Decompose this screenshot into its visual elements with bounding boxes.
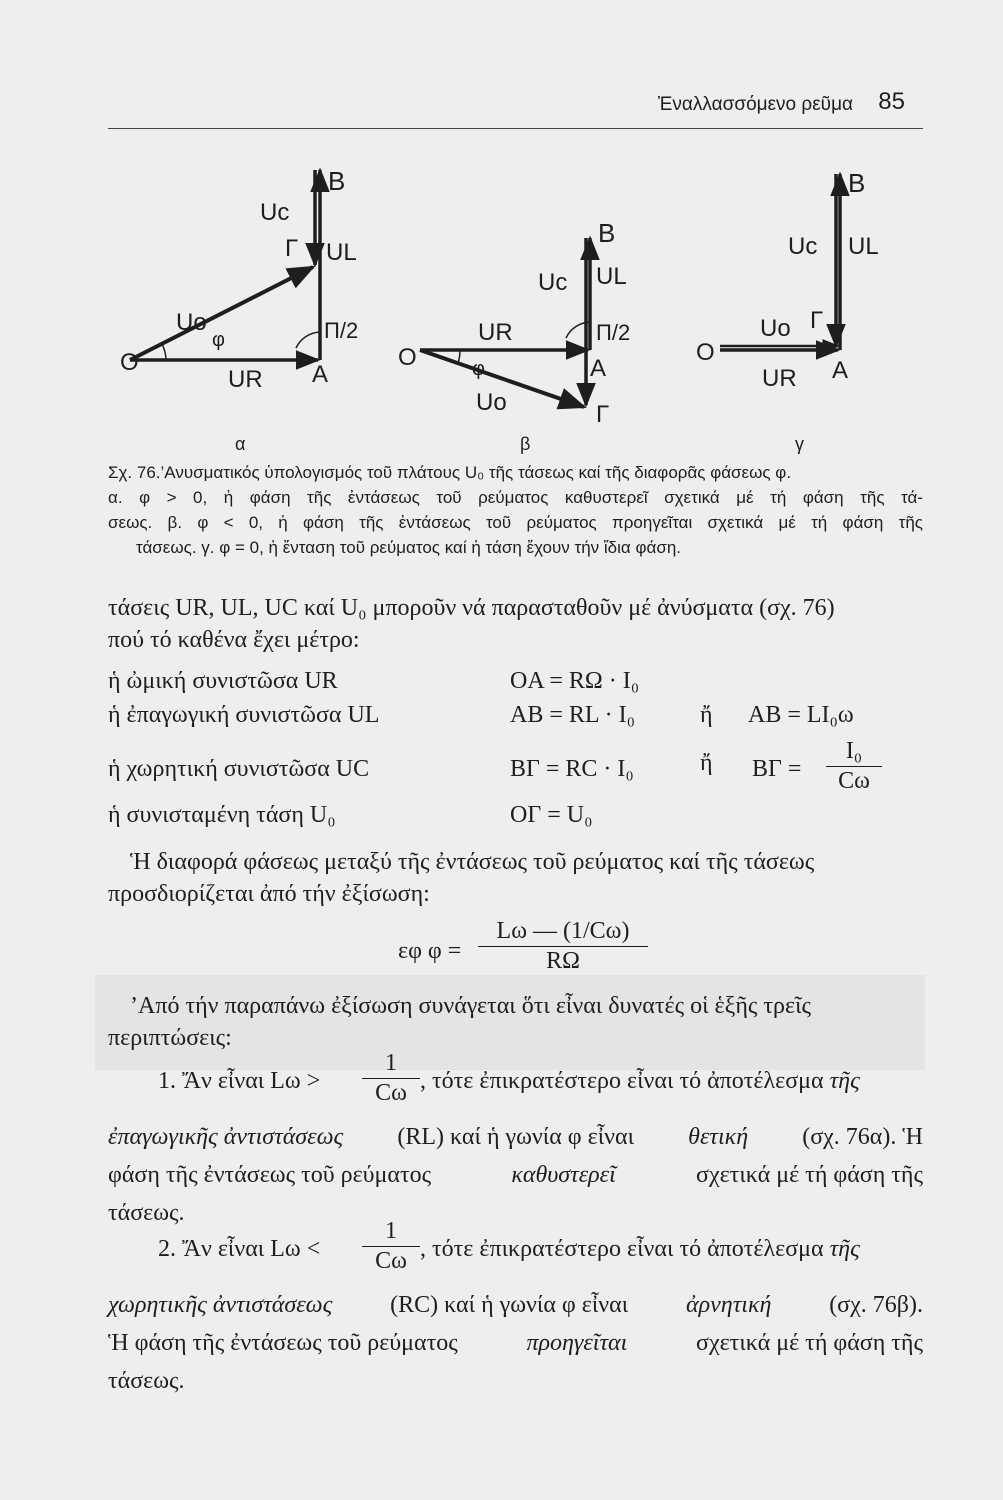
beta-label-Gamma: Γ	[596, 401, 610, 428]
case1-prefix: 1. Ἄν εἶναι Lω >	[158, 1068, 321, 1094]
component-ohmic-eq: OA = RΩ · I₀	[510, 668, 640, 694]
case2-suffix	[420, 1236, 860, 1263]
case2-ref: (σχ. 76β).	[829, 1292, 923, 1318]
gamma-caption-letter: γ	[795, 434, 804, 454]
component-resultant-eq: OΓ = U₀	[510, 802, 593, 828]
alpha-label-Gamma: Γ	[285, 235, 299, 262]
case1-verb: καθυστερεῖ	[511, 1162, 616, 1188]
component-inductive-eq: AB = RL · I₀	[510, 702, 636, 728]
alpha-label-UL: UL	[326, 239, 357, 266]
fraction-numerator: I₀	[826, 738, 882, 767]
fraction-denominator: Cω	[375, 1248, 407, 1274]
case2-suffix-italic: τῆς	[829, 1236, 860, 1262]
gamma-label-Uo: Uo	[760, 315, 791, 342]
case1-text: (RL) καί ἡ γωνία φ εἶναι	[397, 1124, 635, 1150]
case1-suffix-italic: τῆς	[829, 1068, 860, 1094]
beta-label-pi2: Π/2	[596, 320, 631, 345]
fraction-denominator: Cω	[838, 768, 870, 794]
gamma-label-UL: UL	[848, 233, 879, 260]
component-capacitive-alt-left: BΓ =	[752, 756, 802, 782]
alpha-label-O: O	[120, 349, 139, 376]
beta-label-A: A	[590, 355, 607, 382]
case2-text: Ἡ φάση τῆς ἐντάσεως τοῦ ρεύματος	[108, 1330, 458, 1356]
component-capacitive-eq: BΓ = RC · I₀	[510, 756, 634, 782]
case2-line3	[108, 1324, 923, 1362]
component-capacitive-fraction	[826, 738, 882, 795]
figure-76	[100, 160, 900, 460]
case2-body	[108, 1286, 923, 1400]
phase-line: προσδιορίζεται ἀπό τήν ἐξίσωση:	[108, 881, 430, 907]
caption-line: Σχ. 76.’Ανυσματικός ὑπολογισμός τοῦ πλάτους U₀ τῆς τάσεως καί τῆς διαφορᾶς φάσεως φ.	[108, 463, 792, 482]
beta-label-Uc: Uc	[538, 269, 568, 296]
phase-paragraph	[108, 846, 923, 910]
alpha-label-B: B	[328, 166, 346, 196]
diagram-gamma	[696, 168, 879, 454]
phase-line: Ἡ διαφορά φάσεως μεταξύ τῆς ἐντάσεως τοῦ ρεύματος καί τῆς τάσεως	[130, 849, 815, 875]
fraction-numerator: 1	[362, 1218, 420, 1247]
formula-denominator: RΩ	[546, 948, 580, 974]
intro-paragraph	[108, 592, 923, 656]
caption-line: α. φ > 0, ἡ φάση τῆς ἐντάσεως τοῦ ρεύματος καθυστερεῖ σχετικά μέ τή φάση τῆς τά-	[108, 488, 923, 507]
case2-prefix: 2. Ἄν εἶναι Lω <	[158, 1236, 321, 1262]
component-ohmic-label: ἡ ὠμική συνιστῶσα UR	[108, 668, 338, 694]
gamma-label-Gamma: Γ	[810, 307, 824, 334]
case1-line4: τάσεως.	[108, 1200, 185, 1226]
gamma-label-B: B	[848, 168, 866, 198]
case1-term: ἐπαγωγικῆς ἀντιστάσεως	[108, 1124, 344, 1150]
case1-fraction	[362, 1050, 420, 1107]
page-number: 85	[878, 88, 905, 115]
case2-term: χωρητικῆς ἀντιστάσεως	[108, 1292, 333, 1318]
gamma-label-A: A	[832, 357, 849, 384]
beta-caption-letter: β	[520, 434, 531, 454]
beta-label-O: O	[398, 344, 417, 371]
beta-label-UL: UL	[596, 263, 627, 290]
case1-sign: θετική	[688, 1124, 749, 1150]
case1-line2	[108, 1118, 923, 1156]
case1-body	[108, 1118, 923, 1232]
component-inductive-or: ἤ	[700, 702, 713, 728]
figure-caption	[108, 460, 923, 560]
alpha-label-phi: φ	[212, 329, 225, 351]
formula-lhs: εφ φ =	[398, 938, 462, 964]
case2-text: (RC) καί ἡ γωνία φ εἶναι	[390, 1292, 629, 1318]
diagram-alpha	[120, 166, 358, 454]
running-title: Ἐναλλασσόμενο ρεῦμα	[657, 94, 853, 115]
cases-intro	[108, 990, 923, 1054]
alpha-label-pi2: Π/2	[324, 318, 359, 343]
gamma-label-O: O	[696, 339, 715, 366]
case2-verb: προηγεῖται	[526, 1330, 628, 1356]
case2-line4: τάσεως.	[108, 1368, 185, 1394]
case2-suffix-text: , τότε ἐπικρατέστερο εἶναι τό ἀποτέλεσμα	[420, 1236, 824, 1262]
alpha-label-UR: UR	[228, 366, 263, 393]
caption-line: σεως. β. φ < 0, ἡ φάση τῆς ἐντάσεως τοῦ ρεύματος προηγεῖται σχετικά μέ τή φάση τῆς	[108, 513, 923, 532]
case1-suffix	[420, 1068, 860, 1095]
beta-label-B: B	[598, 218, 616, 248]
component-resultant-label: ἡ συνισταμένη τάση U₀	[108, 802, 336, 828]
case1-text: φάση τῆς ἐντάσεως τοῦ ρεύματος	[108, 1162, 432, 1188]
case2-sign: ἀρνητική	[686, 1292, 772, 1318]
case2-text: σχετικά μέ τή φάση τῆς	[696, 1330, 923, 1356]
intro-line: πού τό καθένα ἔχει μέτρο:	[108, 627, 360, 653]
intro-line: τάσεις UR, UL, UC καί U₀ μποροῦν νά παρασταθοῦν μέ ἀνύσματα (σχ. 76)	[108, 595, 835, 621]
cases-intro-line: περιπτώσεις:	[108, 1025, 232, 1051]
gamma-label-UR: UR	[762, 365, 797, 392]
case1-line3	[108, 1156, 923, 1194]
component-inductive-label: ἡ ἐπαγωγική συνιστῶσα UL	[108, 702, 380, 728]
diagram-beta	[398, 218, 630, 454]
case1-text: σχετικά μέ τή φάση τῆς	[696, 1162, 923, 1188]
beta-label-phi: φ	[472, 358, 485, 380]
gamma-label-Uc: Uc	[788, 233, 818, 260]
beta-label-Uo: Uo	[476, 389, 507, 416]
case2-fraction	[362, 1218, 420, 1275]
case2-line2	[108, 1286, 923, 1324]
case1-suffix-text: , τότε ἐπικρατέστερο εἶναι τό ἀποτέλεσμα	[420, 1068, 824, 1094]
component-capacitive-or: ἤ	[700, 750, 713, 776]
caption-line: τάσεως. γ. φ = 0, ἡ ἔνταση τοῦ ρεύματος καί ἡ τάση ἔχουν τήν ἴδια φάση.	[136, 538, 681, 557]
formula-fraction	[478, 918, 648, 975]
case1-ref: (σχ. 76α). Ἡ	[802, 1124, 923, 1150]
beta-label-UR: UR	[478, 319, 513, 346]
alpha-caption-letter: α	[235, 434, 246, 454]
component-capacitive-label: ἡ χωρητική συνιστῶσα UC	[108, 756, 370, 782]
formula-numerator: Lω — (1/Cω)	[478, 918, 648, 947]
fraction-numerator: 1	[362, 1050, 420, 1079]
alpha-label-Uo: Uo	[176, 309, 207, 336]
component-inductive-alt: AB = LI₀ω	[748, 702, 854, 728]
alpha-label-Uc: Uc	[260, 199, 290, 226]
page-header	[108, 88, 923, 129]
fraction-denominator: Cω	[375, 1080, 407, 1106]
cases-intro-line: ’Από τήν παραπάνω ἐξίσωση συνάγεται ὅτι εἶναι δυνατές οἱ ἑξῆς τρεῖς	[130, 993, 812, 1019]
alpha-label-A: A	[312, 361, 329, 388]
